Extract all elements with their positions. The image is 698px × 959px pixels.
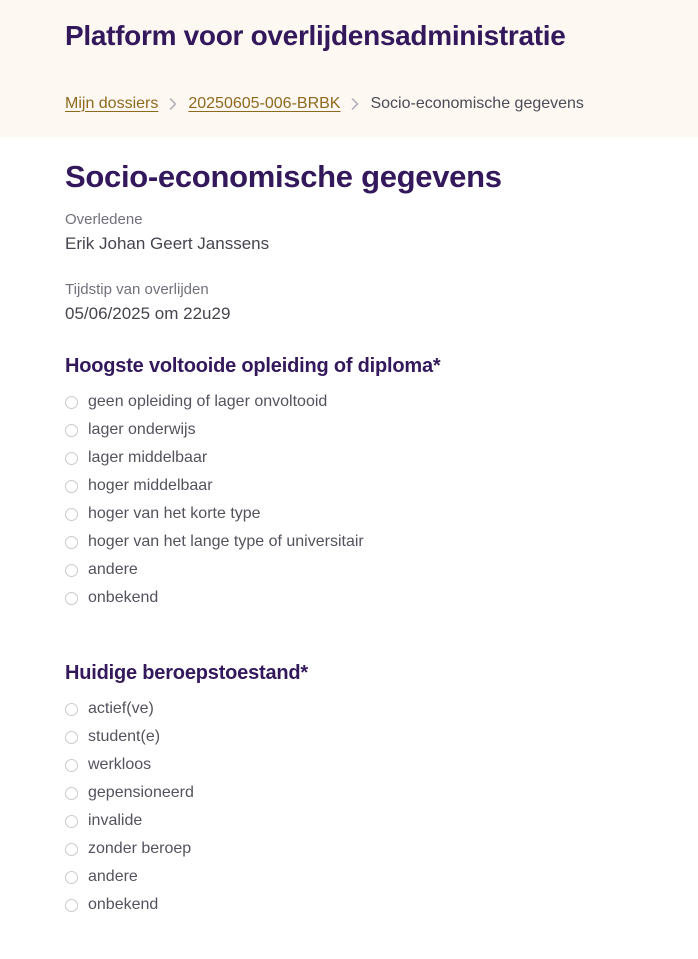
radio-button[interactable] — [65, 787, 78, 800]
radio-button[interactable] — [65, 508, 78, 521]
main-content — [0, 137, 698, 959]
field-value: Erik Johan Geert Janssens — [65, 234, 270, 254]
field-overledene — [65, 210, 668, 255]
radio-option-row[interactable] — [65, 444, 668, 472]
breadcrumb — [65, 94, 668, 114]
radio-option-row[interactable] — [65, 500, 668, 528]
radio-label[interactable]: actief(ve) — [88, 700, 154, 718]
app-title: Platform voor overlijdensadministratie — [65, 20, 566, 51]
radio-label[interactable]: andere — [88, 561, 138, 579]
radio-option-row[interactable] — [65, 556, 668, 584]
radio-option-row[interactable] — [65, 695, 668, 723]
radio-button[interactable] — [65, 899, 78, 912]
radio-option-row[interactable] — [65, 388, 668, 416]
radio-option-row[interactable] — [65, 528, 668, 556]
radio-label[interactable]: werkloos — [88, 756, 152, 774]
radio-button[interactable] — [65, 480, 78, 493]
radio-label[interactable]: invalide — [88, 812, 143, 830]
radio-option-row[interactable] — [65, 472, 668, 500]
radio-options-list — [65, 388, 668, 612]
radio-button[interactable] — [65, 396, 78, 409]
radio-label[interactable]: hoger van het korte type — [88, 505, 261, 523]
radio-label[interactable]: hoger middelbaar — [88, 477, 213, 495]
radio-button[interactable] — [65, 592, 78, 605]
radio-label[interactable]: lager middelbaar — [88, 449, 208, 467]
radio-group-beroepstoestand — [65, 662, 668, 919]
radio-options-list — [65, 695, 668, 919]
radio-option-row[interactable] — [65, 751, 668, 779]
radio-button[interactable] — [65, 564, 78, 577]
radio-option-row[interactable] — [65, 863, 668, 891]
radio-group-opleiding — [65, 355, 668, 612]
breadcrumb-link-mijn-dossiers[interactable]: Mijn dossiers — [65, 94, 159, 112]
radio-option-row[interactable] — [65, 835, 668, 863]
radio-label[interactable]: gepensioneerd — [88, 784, 194, 802]
chevron-right-icon — [169, 98, 177, 110]
radio-option-row[interactable] — [65, 416, 668, 444]
radio-label[interactable]: andere — [88, 868, 138, 886]
radio-option-row[interactable] — [65, 779, 668, 807]
radio-button[interactable] — [65, 815, 78, 828]
radio-button[interactable] — [65, 703, 78, 716]
radio-option-row[interactable] — [65, 807, 668, 835]
field-value: 05/06/2025 om 22u29 — [65, 304, 231, 324]
radio-button[interactable] — [65, 759, 78, 772]
radio-label[interactable]: zonder beroep — [88, 840, 192, 858]
radio-option-row[interactable] — [65, 891, 668, 919]
breadcrumb-link-dossier-number[interactable]: 20250605-006-BRBK — [188, 94, 341, 112]
radio-option-row[interactable] — [65, 584, 668, 612]
radio-button[interactable] — [65, 731, 78, 744]
app-header — [0, 0, 698, 137]
radio-label[interactable]: onbekend — [88, 589, 159, 607]
group-title: Huidige beroepstoestand* — [65, 662, 309, 685]
page-title: Socio-economische gegevens — [65, 159, 502, 194]
radio-button[interactable] — [65, 452, 78, 465]
radio-label[interactable]: geen opleiding of lager onvoltooid — [88, 393, 328, 411]
radio-label[interactable]: onbekend — [88, 896, 159, 914]
chevron-right-icon — [351, 98, 359, 110]
breadcrumb-current-page: Socio-economische gegevens — [370, 94, 584, 112]
group-title: Hoogste voltooide opleiding of diploma* — [65, 355, 441, 378]
radio-button[interactable] — [65, 871, 78, 884]
radio-button[interactable] — [65, 424, 78, 437]
radio-label[interactable]: hoger van het lange type of universitair — [88, 533, 364, 551]
radio-button[interactable] — [65, 843, 78, 856]
radio-button[interactable] — [65, 536, 78, 549]
field-label: Tijdstip van overlijden — [65, 281, 209, 299]
field-tijdstip-van-overlijden — [65, 280, 668, 325]
radio-label[interactable]: lager onderwijs — [88, 421, 196, 439]
radio-label[interactable]: student(e) — [88, 728, 161, 746]
field-label: Overledene — [65, 211, 143, 229]
radio-option-row[interactable] — [65, 723, 668, 751]
